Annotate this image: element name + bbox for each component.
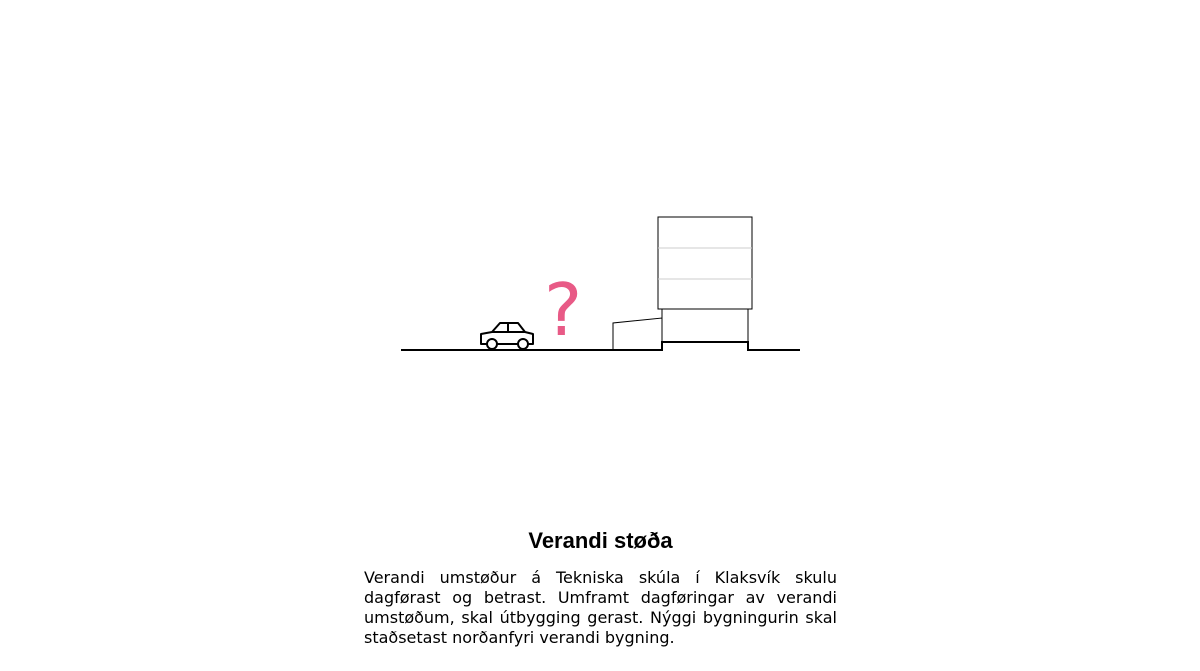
caption-body: Verandi umstøður á Tekniska skúla í Klaksvík skulu dagførast og betrast. Umframt dagføringar av verandi umstøðum, skal útbygging gerast. Nýggi bygningurin skal staðsetast norðanfyri verandi bygning. — [364, 568, 837, 647]
ground-line — [401, 342, 800, 350]
caption — [364, 528, 837, 648]
ramp-icon — [613, 318, 662, 350]
caption-title: Verandi støða — [528, 528, 673, 553]
question-mark-icon: ? — [544, 268, 583, 352]
car-icon — [481, 323, 533, 349]
building-base — [662, 309, 748, 342]
building-icon — [658, 217, 752, 309]
